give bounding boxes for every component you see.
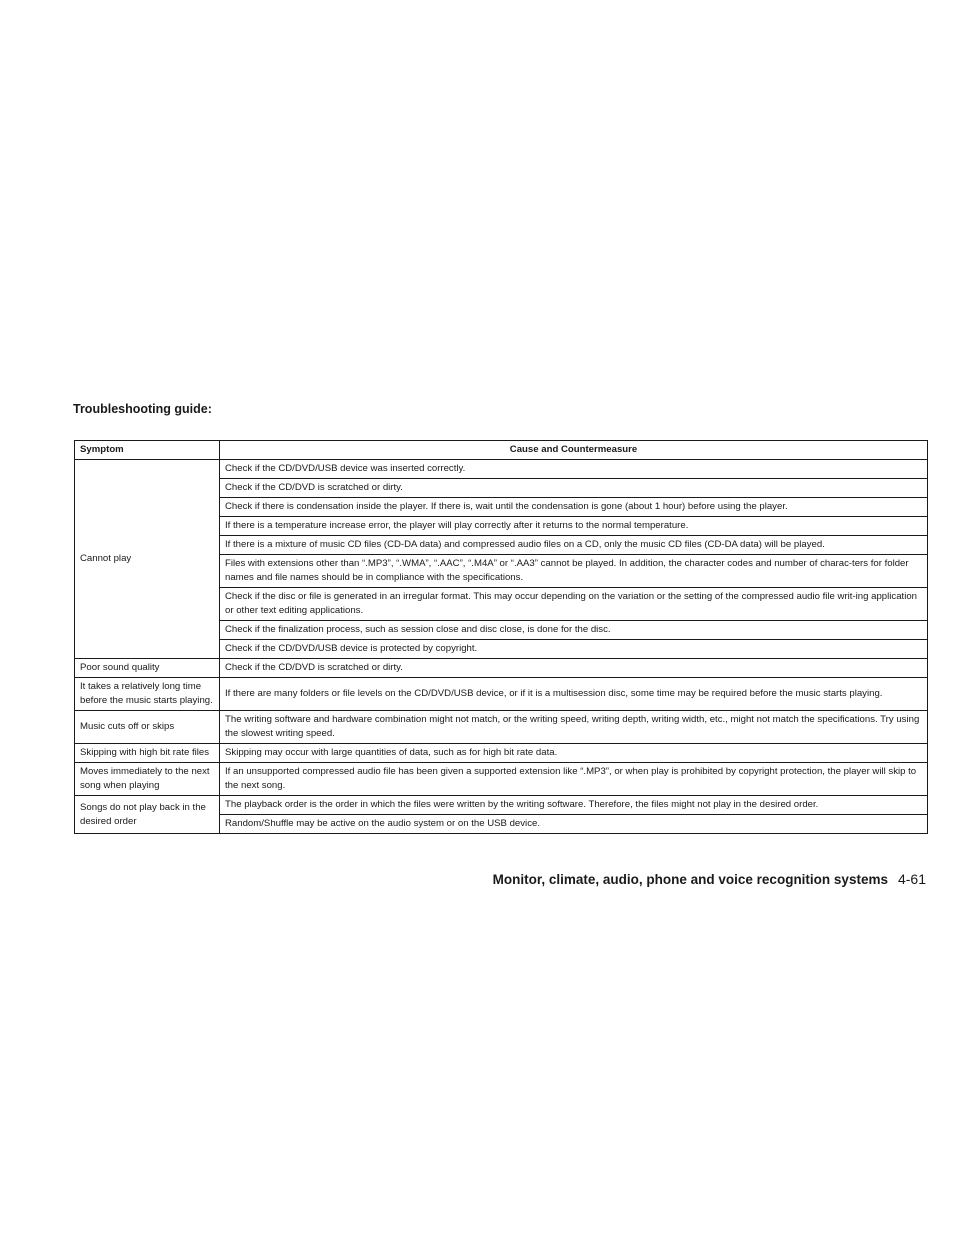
header-cause: Cause and Countermeasure bbox=[220, 441, 928, 460]
table-row bbox=[75, 744, 928, 763]
page-number: 4-61 bbox=[897, 871, 926, 887]
cause-cell: Files with extensions other than “.MP3”, “.WMA”, “.AAC”, “.M4A” or “.AA3” cannot be played. In addition, the character codes and number of charac-ters for folder names and file names should be in compliance with the specifications. bbox=[220, 555, 928, 588]
cause-cell: Check if the CD/DVD is scratched or dirty. bbox=[220, 479, 928, 498]
symptom-cell: Moves immediately to the next song when playing bbox=[75, 763, 220, 796]
table-row bbox=[75, 460, 928, 479]
cause-cell: The writing software and hardware combination might not match, or the writing speed, writing depth, writing width, etc., might not match the specifications. Try using the slowest writing speed. bbox=[220, 711, 928, 744]
cause-cell: If there are many folders or file levels on the CD/DVD/USB device, or if it is a multisession disc, some time may be required before the music starts playing. bbox=[220, 678, 928, 711]
section-title: Troubleshooting guide: bbox=[73, 402, 212, 416]
table-header-row bbox=[75, 441, 928, 460]
cause-cell: Check if the finalization process, such as session close and disc close, is done for the disc. bbox=[220, 621, 928, 640]
table-row bbox=[75, 711, 928, 744]
cause-cell: Check if the CD/DVD/USB device is protected by copyright. bbox=[220, 640, 928, 659]
cause-cell: If an unsupported compressed audio file has been given a supported extension like “.MP3”, or when play is prohibited by copyright protection, the player will skip to the next song. bbox=[220, 763, 928, 796]
table-row bbox=[75, 796, 928, 815]
table-row bbox=[75, 763, 928, 796]
symptom-cell: Songs do not play back in the desired order bbox=[75, 796, 220, 834]
cause-cell: Check if the CD/DVD/USB device was inserted correctly. bbox=[220, 460, 928, 479]
symptom-cell: Skipping with high bit rate files bbox=[75, 744, 220, 763]
table-header bbox=[75, 441, 928, 460]
troubleshooting-table bbox=[74, 440, 928, 834]
table-row bbox=[75, 678, 928, 711]
cause-cell: The playback order is the order in which the files were written by the writing software. Therefore, the files might not play in the desired order. bbox=[220, 796, 928, 815]
footer-title: Monitor, climate, audio, phone and voice recognition systems bbox=[492, 872, 888, 887]
cause-cell: Check if the CD/DVD is scratched or dirty. bbox=[220, 659, 928, 678]
symptom-cell: Poor sound quality bbox=[75, 659, 220, 678]
symptom-cell: Music cuts off or skips bbox=[75, 711, 220, 744]
symptom-cell: Cannot play bbox=[75, 460, 220, 659]
cause-cell: If there is a mixture of music CD files (CD-DA data) and compressed audio files on a CD, only the music CD files (CD-DA data) will be played. bbox=[220, 536, 928, 555]
cause-cell: Check if the disc or file is generated in an irregular format. This may occur depending on the variation or the setting of the compressed audio file writ-ing application or other text editing applications. bbox=[220, 588, 928, 621]
cause-cell: Check if there is condensation inside the player. If there is, wait until the condensation is gone (about 1 hour) before using the player. bbox=[220, 498, 928, 517]
header-symptom: Symptom bbox=[75, 441, 220, 460]
cause-cell: If there is a temperature increase error, the player will play correctly after it returns to the normal temperature. bbox=[220, 517, 928, 536]
cause-cell: Random/Shuffle may be active on the audio system or on the USB device. bbox=[220, 815, 928, 834]
table-row bbox=[75, 659, 928, 678]
table-body bbox=[75, 460, 928, 834]
page-footer bbox=[493, 871, 926, 887]
cause-cell: Skipping may occur with large quantities of data, such as for high bit rate data. bbox=[220, 744, 928, 763]
symptom-cell: It takes a relatively long time before the music starts playing. bbox=[75, 678, 220, 711]
